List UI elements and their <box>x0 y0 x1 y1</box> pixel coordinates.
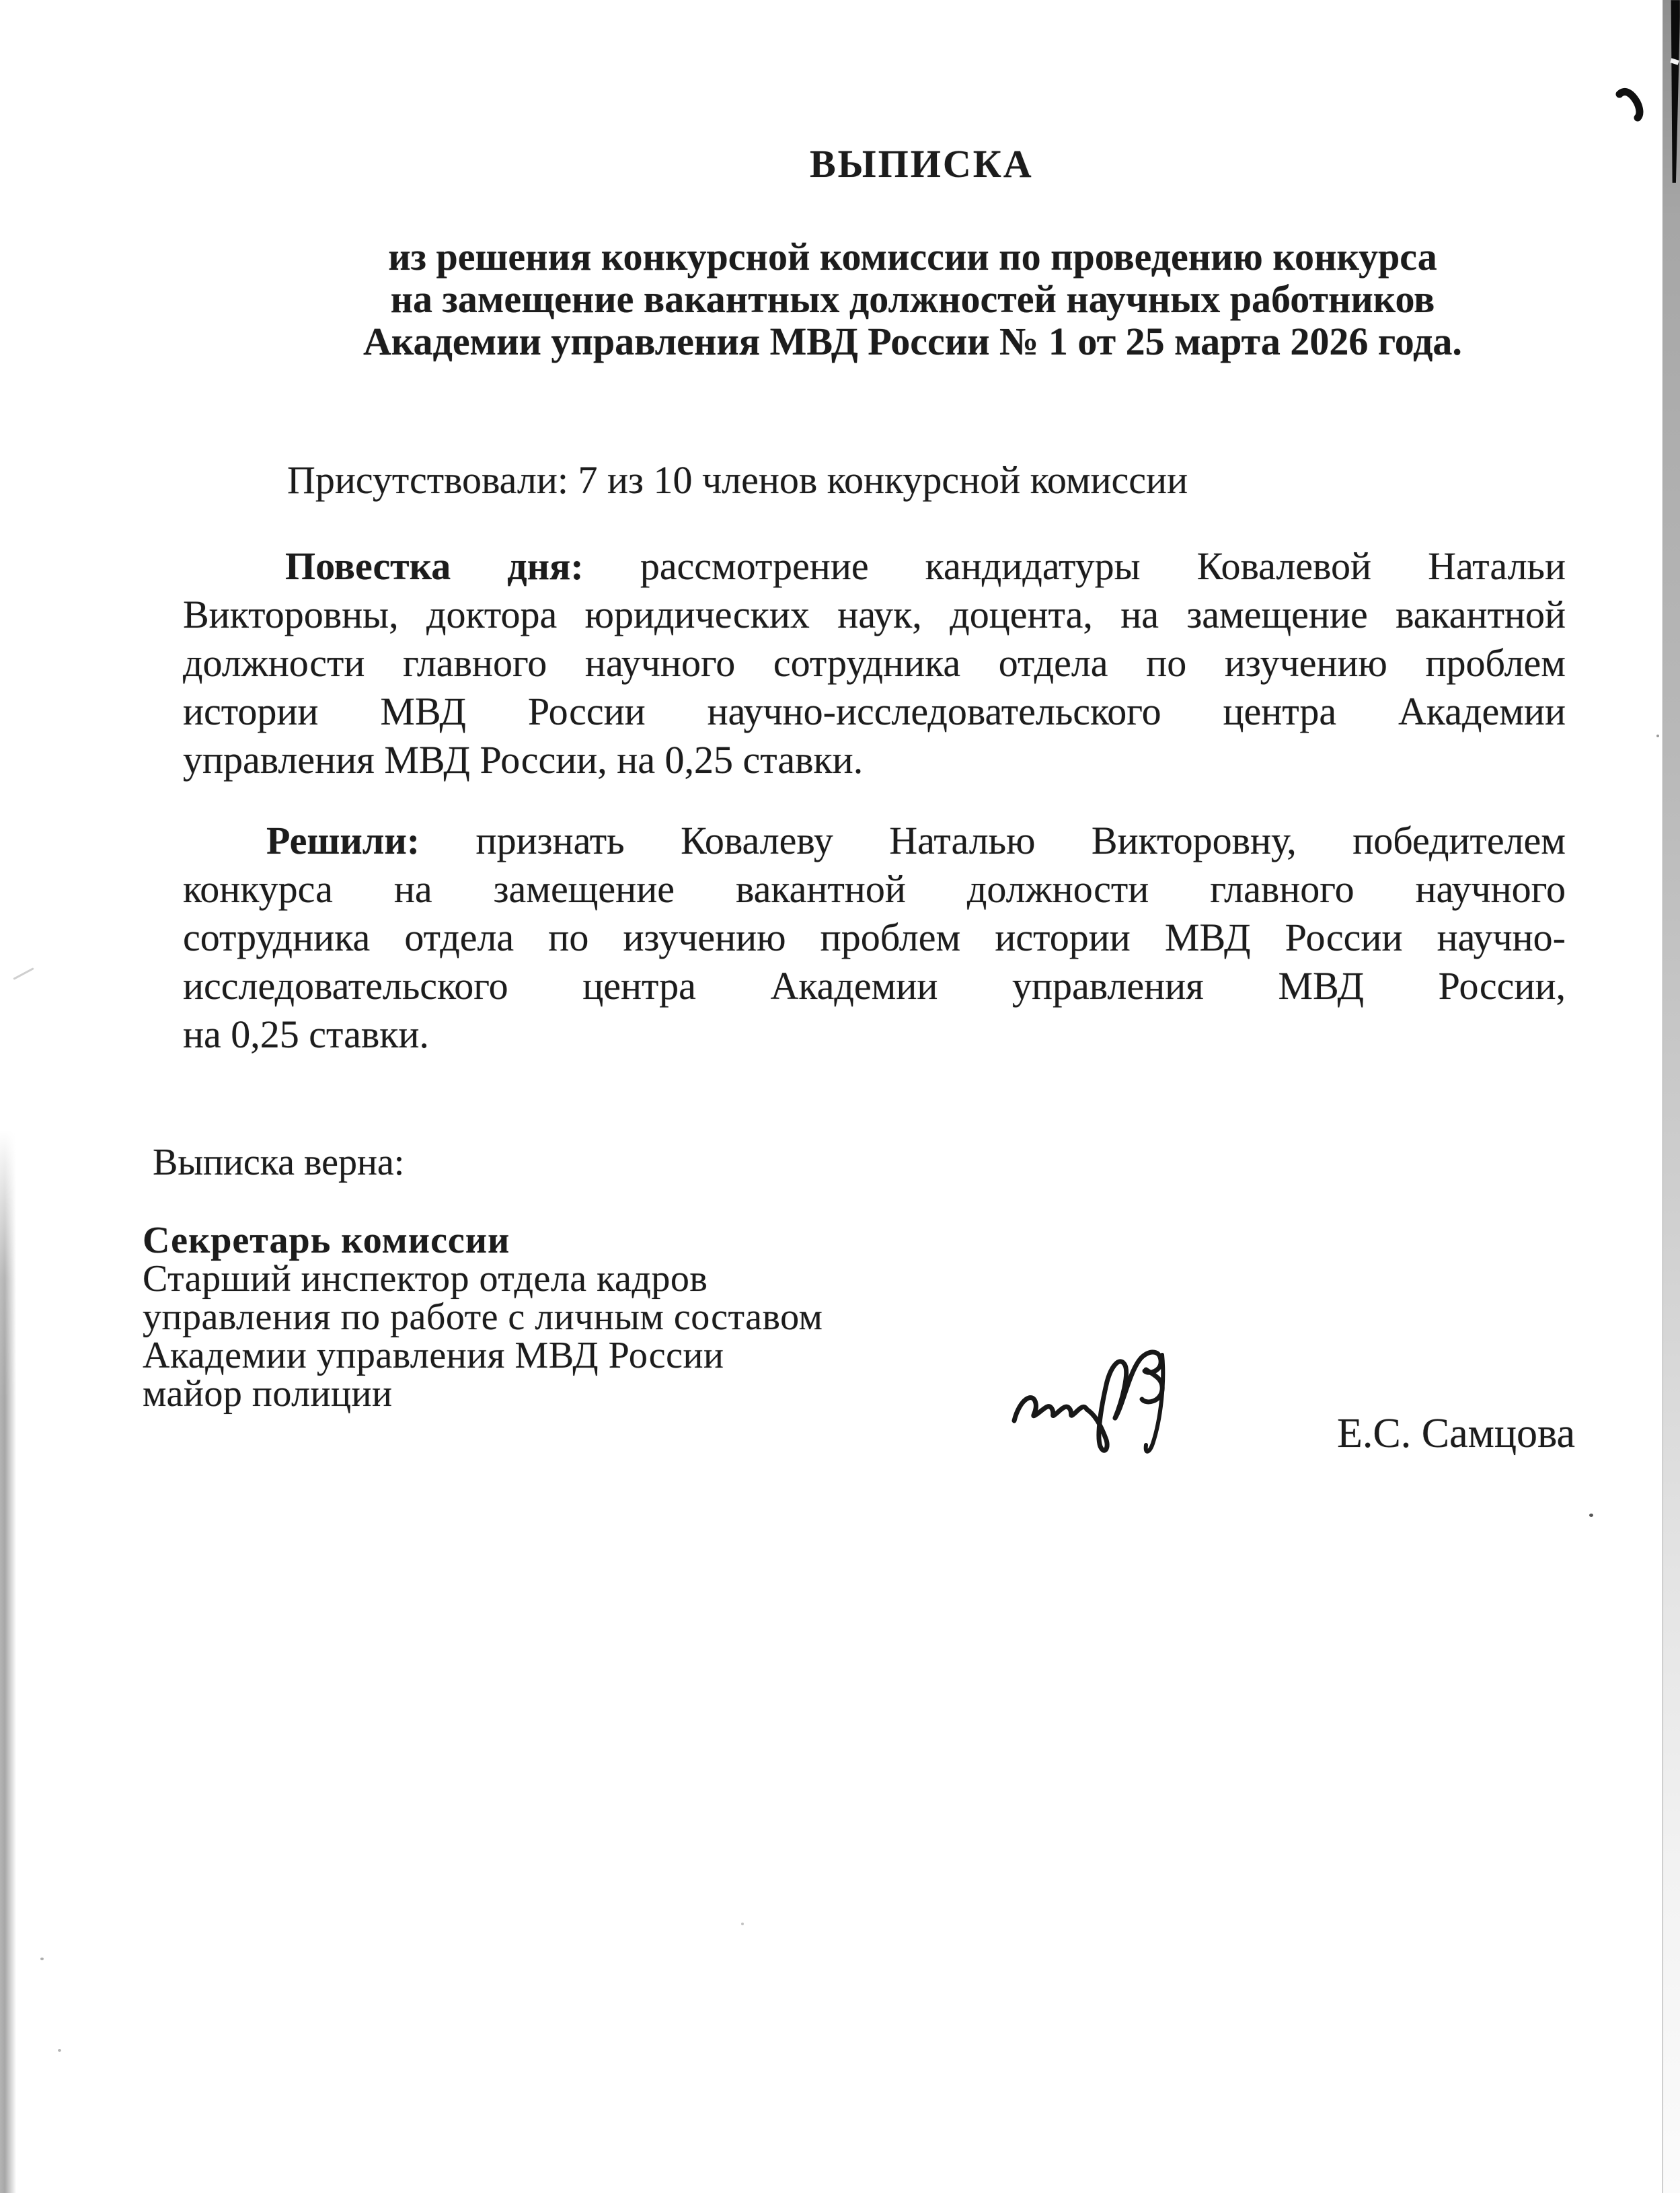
document-subtitle <box>183 235 1642 363</box>
paragraph-line-text: рассмотрение кандидатуры Ковалевой Натальи <box>583 544 1566 588</box>
paragraph-line: на 0,25 ставки. <box>183 1012 429 1056</box>
dust-speck <box>40 1958 44 1960</box>
attendance-line: Присутствовали: 7 из 10 членов конкурсной комиссии <box>287 458 1188 502</box>
page-title: ВЫПИСКА <box>810 142 1034 186</box>
dust-speck <box>1656 735 1659 737</box>
subtitle-line: из решения конкурсной комиссии по проведению конкурса <box>388 235 1437 278</box>
signatory-rank: майор полиции <box>143 1373 393 1415</box>
paragraph-line: исследовательского центра Академии управления МВД России, <box>183 964 1566 1008</box>
resolution-lead-label: Решили: <box>266 819 420 862</box>
dust-speck <box>741 1923 744 1925</box>
signatory-name: Е.С. Самцова <box>1337 1411 1575 1456</box>
paragraph-line: Викторовны, доктора юридических наук, доцента, на замещение вакантной <box>183 593 1566 636</box>
subtitle-line: Академии управления МВД России № 1 от 25 марта 2026 года. <box>363 320 1462 363</box>
paragraph-line: управления МВД России, на 0,25 ставки. <box>183 738 864 782</box>
signatory-position-line: Старший инспектор отдела кадров <box>143 1258 708 1300</box>
scan-edge-right <box>1663 0 1680 2193</box>
resolution-paragraph <box>183 817 1566 1059</box>
subtitle-line: на замещение вакантных должностей научных работников <box>390 277 1435 321</box>
paragraph-line <box>183 542 1566 591</box>
paragraph-line: истории МВД России научно-исследовательского центра Академии <box>183 690 1566 733</box>
certification-line: Выписка верна: <box>153 1142 405 1183</box>
paragraph-line: конкурса на замещение вакантной должности главного научного <box>183 867 1566 911</box>
paragraph-line <box>183 817 1566 865</box>
signatory-role: Секретарь комиссии <box>143 1220 510 1261</box>
agenda-paragraph <box>183 542 1566 784</box>
dust-speck <box>58 2049 61 2052</box>
handwritten-signature-icon <box>1003 1340 1225 1471</box>
ink-mark-icon <box>1614 86 1646 127</box>
paragraph-line: сотрудника отдела по изучению проблем истории МВД России научно- <box>183 916 1566 959</box>
scan-scratch <box>13 967 34 980</box>
scan-edge-left <box>0 1130 16 2193</box>
paragraph-line-text: признать Ковалеву Наталью Викторовну, победителем <box>420 819 1566 862</box>
signatory-position-line: управления по работе с личным составом <box>143 1296 823 1338</box>
agenda-lead-label: Повестка дня: <box>285 544 584 588</box>
signatory-block <box>143 1222 1151 1413</box>
paragraph-line: должности главного научного сотрудника отдела по изучению проблем <box>183 641 1566 685</box>
signatory-position-line: Академии управления МВД России <box>143 1335 724 1376</box>
dust-speck <box>1589 1514 1593 1517</box>
